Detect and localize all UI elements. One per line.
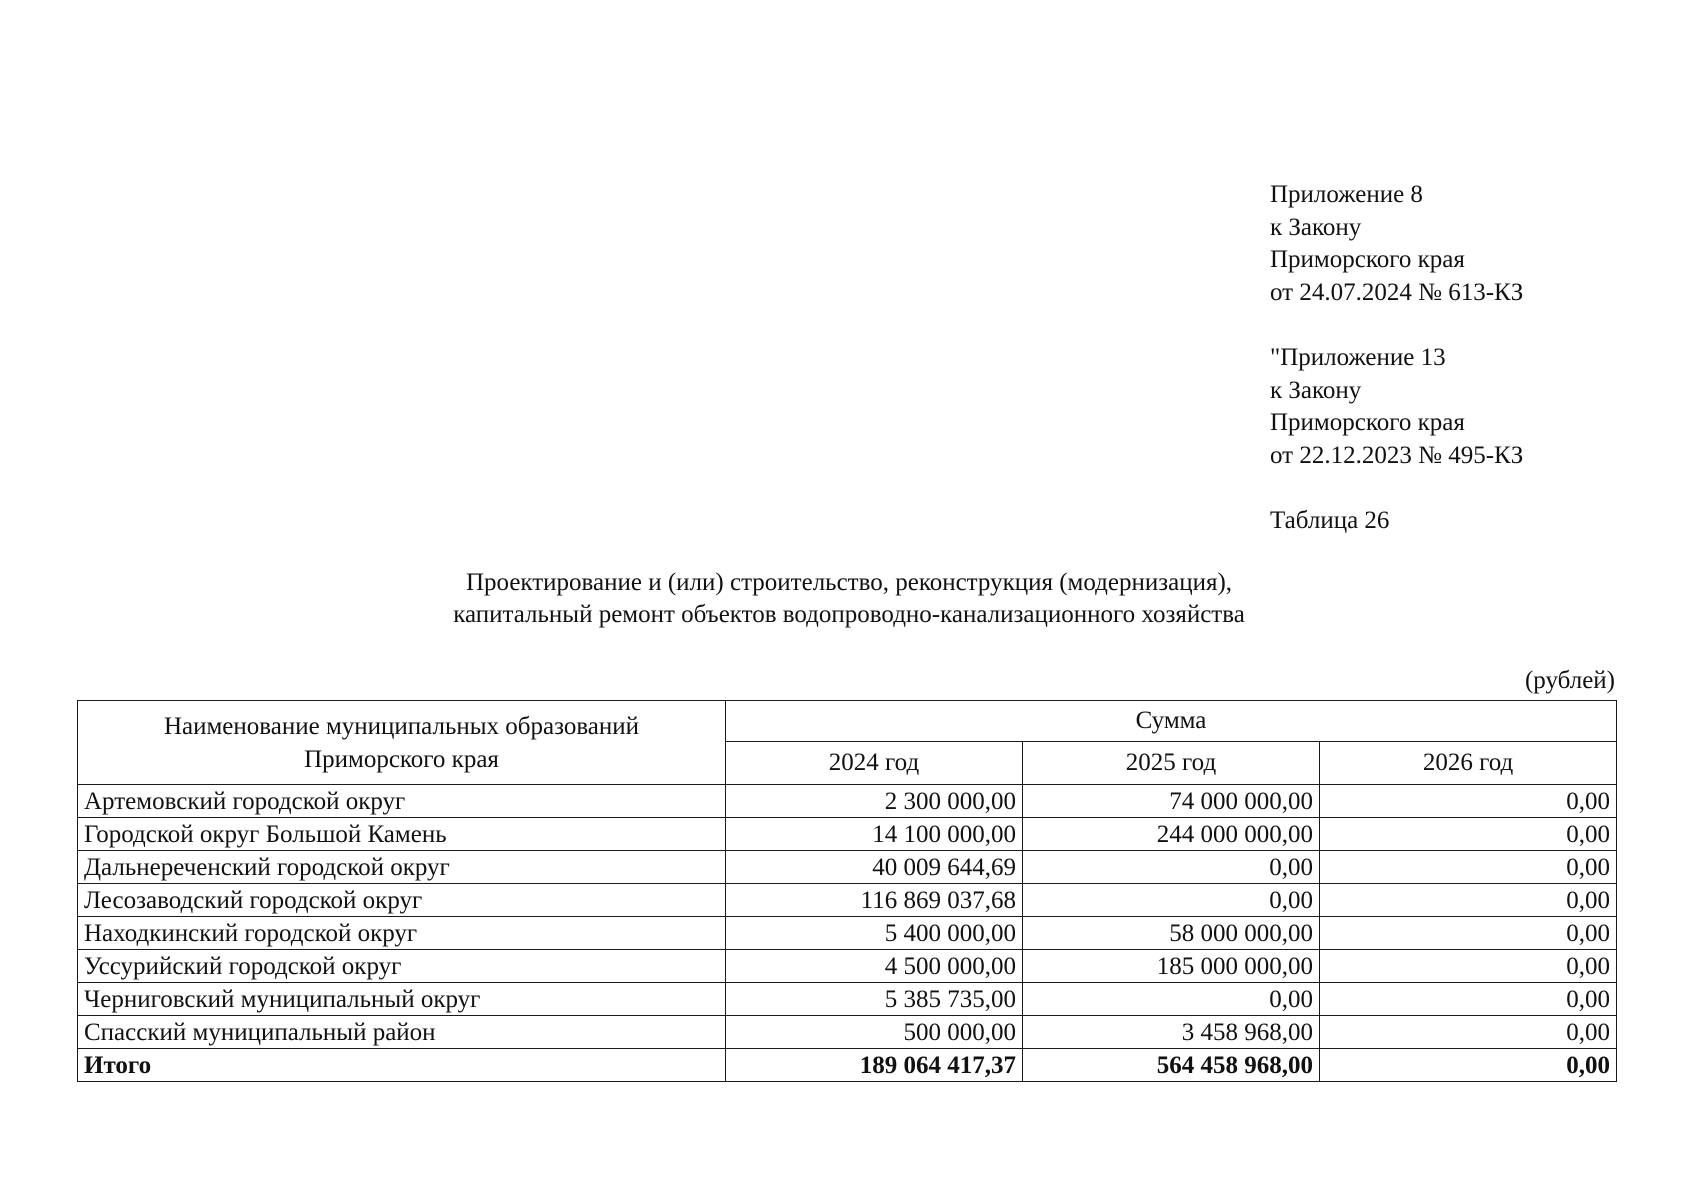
amount-2024: 500 000,00 (726, 1016, 1023, 1049)
appendix-8-line: к Закону (1270, 213, 1362, 241)
table-row (78, 818, 1617, 851)
amount-2026: 0,00 (1320, 884, 1617, 917)
funding-table (77, 700, 1617, 1082)
amount-2026: 0,00 (1320, 950, 1617, 983)
year-2025-header: 2025 год (1023, 742, 1320, 785)
table-row (78, 950, 1617, 983)
amount-2026: 0,00 (1320, 983, 1617, 1016)
appendix-8-line: Приморского края (1270, 246, 1465, 273)
document-title (0, 567, 1698, 631)
amount-2026: 0,00 (1320, 785, 1617, 818)
municipality-name: Городской округ Большой Камень (78, 818, 726, 851)
amount-2025: 0,00 (1023, 983, 1320, 1016)
appendix-13-line: от 22.12.2023 № 495-КЗ (1270, 441, 1524, 469)
amount-2025: 185 000 000,00 (1023, 950, 1320, 983)
municipality-name: Спасский муниципальный район (78, 1016, 726, 1049)
table-row (78, 785, 1617, 818)
municipality-name: Дальнереченский городской округ (78, 851, 726, 884)
amount-2026: 0,00 (1320, 818, 1617, 851)
appendix-13-line: Приморского края (1270, 409, 1465, 436)
total-2026: 0,00 (1320, 1049, 1617, 1082)
document-title-line: Проектирование и (или) строительство, реконструкция (модернизация), (465, 569, 1233, 596)
total-2025: 564 458 968,00 (1023, 1049, 1320, 1082)
appendix-8-line: Приложение 8 (1270, 181, 1423, 208)
amount-2024: 5 385 735,00 (726, 983, 1023, 1016)
amount-2024: 2 300 000,00 (726, 785, 1023, 818)
amount-2024: 116 869 037,68 (726, 884, 1023, 917)
table-row (78, 917, 1617, 950)
sum-column-header: Сумма (726, 701, 1617, 742)
total-row (78, 1049, 1617, 1082)
table-row (78, 851, 1617, 884)
amount-2025: 244 000 000,00 (1023, 818, 1320, 851)
column-header-line: Приморского края (304, 745, 499, 773)
municipality-name: Черниговский муниципальный округ (78, 983, 726, 1016)
total-2024: 189 064 417,37 (726, 1049, 1023, 1082)
municipality-name: Уссурийский городской округ (78, 950, 726, 983)
year-2026-header: 2026 год (1320, 742, 1617, 785)
unit-label: (рублей) (1524, 667, 1615, 694)
amount-2025: 58 000 000,00 (1023, 917, 1320, 950)
amount-2026: 0,00 (1320, 1016, 1617, 1049)
amount-2025: 74 000 000,00 (1023, 785, 1320, 818)
amount-2024: 5 400 000,00 (726, 917, 1023, 950)
municipality-name: Артемовский городской округ (78, 785, 726, 818)
amount-2025: 0,00 (1023, 851, 1320, 884)
header-row (78, 701, 1617, 742)
appendix-13-line: "Приложение 13 (1270, 344, 1446, 371)
amount-2026: 0,00 (1320, 917, 1617, 950)
amount-2026: 0,00 (1320, 851, 1617, 884)
amount-2024: 14 100 000,00 (726, 818, 1023, 851)
table-number: Таблица 26 (1270, 507, 1390, 534)
amount-2025: 3 458 968,00 (1023, 1016, 1320, 1049)
table-row (78, 1016, 1617, 1049)
municipality-column-header (78, 701, 726, 785)
amount-2024: 40 009 644,69 (726, 851, 1023, 884)
table-header (78, 701, 1617, 785)
table-row (78, 983, 1617, 1016)
document-title-line: капитальный ремонт объектов водопроводно-канализационного хозяйства (453, 601, 1245, 628)
appendix-8-reference (1270, 179, 1523, 309)
amount-2025: 0,00 (1023, 884, 1320, 917)
appendix-8-line: от 24.07.2024 № 613-КЗ (1270, 278, 1524, 306)
column-header-line: Наименование муниципальных образований (163, 712, 640, 740)
municipality-name: Находкинский городской округ (78, 917, 726, 950)
appendix-13-reference (1270, 342, 1523, 472)
municipality-name: Лесозаводский городской округ (78, 884, 726, 917)
amount-2024: 4 500 000,00 (726, 950, 1023, 983)
table-row (78, 884, 1617, 917)
total-label: Итого (78, 1049, 726, 1082)
table-body (78, 785, 1617, 1082)
year-2024-header: 2024 год (726, 742, 1023, 785)
appendix-13-line: к Закону (1270, 376, 1362, 404)
